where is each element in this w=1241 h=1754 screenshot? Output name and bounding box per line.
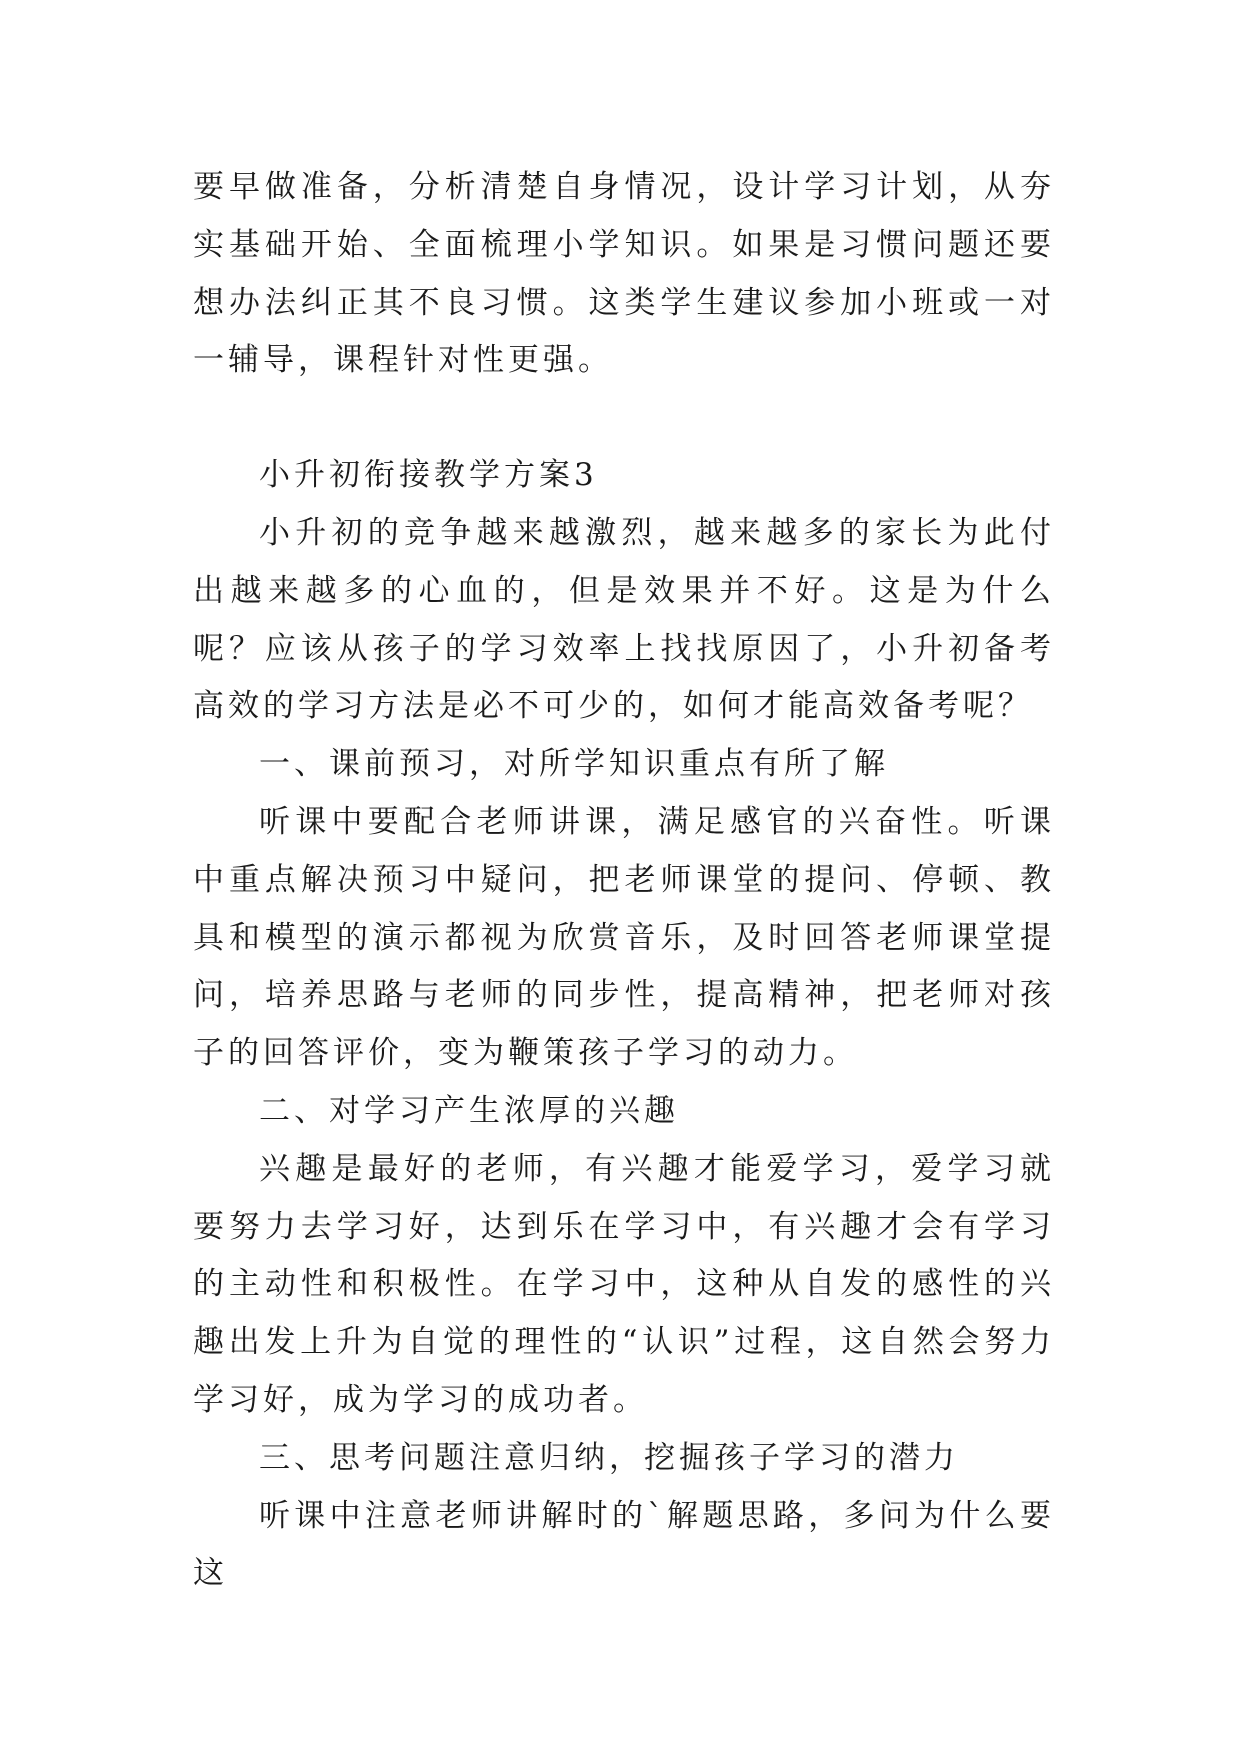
paragraph-competition: 小升初的竞争越来越激烈，越来越多的家长为此付出越来越多的心血的，但是效果并不好。这是为什么呢？应该从孩子的学习效率上找找原因了，小升初备考高效的学习方法是必不可少的，如何才能高效备考呢？: [193, 514, 1055, 725]
paragraph-listening: 听课中要配合老师讲课，满足感官的兴奋性。听课中重点解决预习中疑问，把老师课堂的提问、停顿、教具和模型的演示都视为欣赏音乐，及时回答老师课堂提问，培养思路与老师的同步性，提高精神，把老师对孩子的回答评价，变为鞭策孩子学习的动力。: [193, 803, 1055, 1072]
point-two-heading: 二、对学习产生浓厚的兴趣: [259, 1092, 679, 1129]
document-body: [193, 159, 1055, 1603]
paragraph-intro-continuation: 要早做准备，分析清楚自身情况，设计学习计划，从夯实基础开始、全面梳理小学知识。如果是习惯问题还要想办法纠正其不良习惯。这类学生建议参加小班或一对一辅导，课程针对性更强。: [193, 169, 1055, 379]
paragraph-thinking: 听课中注意老师讲解时的`解题思路，多问为什么要这: [193, 1497, 1055, 1592]
point-three-heading: 三、思考问题注意归纳，挖掘孩子学习的潜力: [259, 1439, 959, 1476]
section-heading: 小升初衔接教学方案3: [259, 457, 598, 494]
paragraph-interest: 兴趣是最好的老师，有兴趣才能爱学习，爱学习就要努力去学习好，达到乐在学习中，有兴趣才会有学习的主动性和积极性。在学习中，这种从自发的感性的兴趣出发上升为自觉的理性的“认识”过程，这自然会努力学习好，成为学习的成功者。: [193, 1150, 1055, 1418]
point-one-heading: 一、课前预习，对所学知识重点有所了解: [259, 746, 889, 783]
